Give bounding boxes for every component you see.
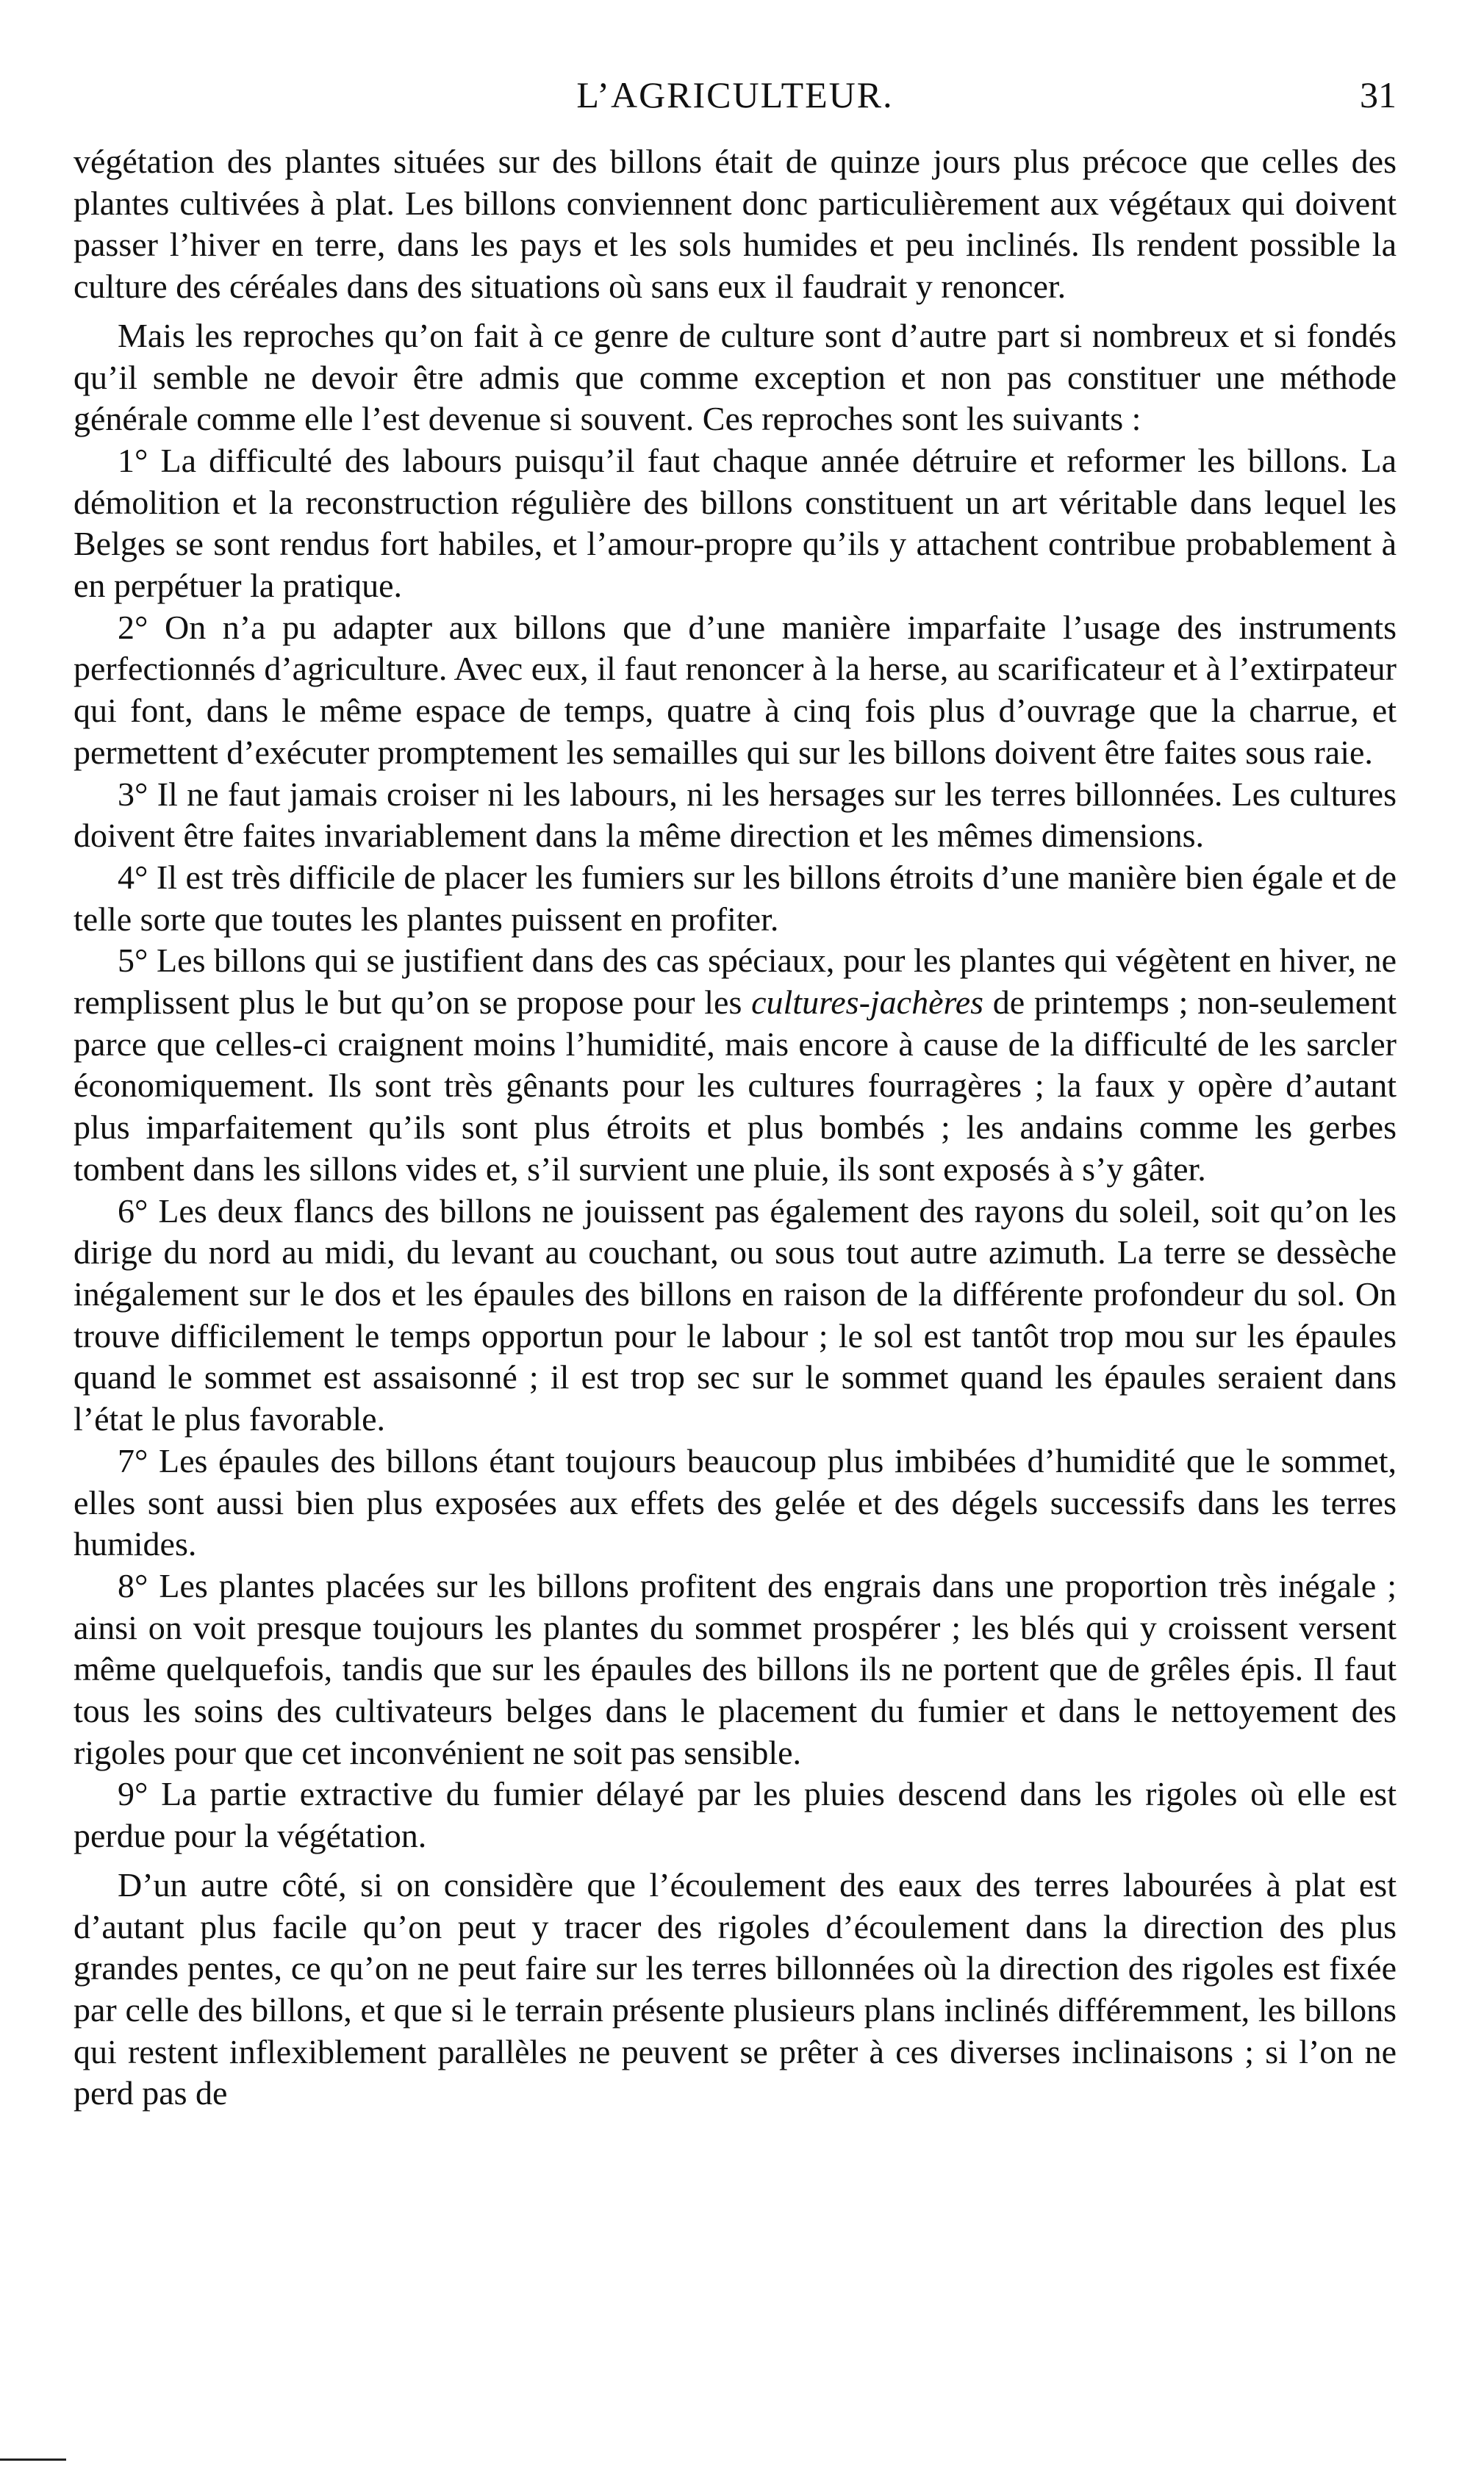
page-header xyxy=(74,73,1397,132)
page xyxy=(74,73,1397,2115)
paragraph: 1° La difficulté des labours puisqu’il faut chaque année détruire et reformer les billons. La démolition et la reconstruction régulière des billons constituent un art véritable dans lequel les Belges se sont rendus fort habiles, et l’amour-propre qu’ils y attachent contribue probablement à en perpétuer la pratique. xyxy=(74,441,1397,605)
paragraph: 8° Les plantes placées sur les billons profitent des engrais dans une proportion très inégale ; ainsi on voit presque toujours les plantes du sommet prospérer ; les blés qui y croissent versent même quelquefois, tandis que sur les épaules des billons ils ne portent que de grêles épis. Il faut tous les soins des cultivateurs belges dans le placement du fumier et dans le nettoyement des rigoles pour que cet inconvénient ne soit pas sensible. xyxy=(74,1566,1397,1771)
paragraph: 6° Les deux flancs des billons ne jouissent pas également des rayons du soleil, soit qu’on les dirige du nord au midi, du levant au couchant, ou sous tout autre azimuth. La terre se dessèche inégalement sur le dos et les épaules des billons en raison de la différente profondeur du sol. On trouve difficilement le temps opportun pour le labour ; le sol est tantôt trop mou sur les épaules quand le sommet est assaisonné ; il est trop sec sur le sommet quand les épaules seraient dans l’état le plus favorable. xyxy=(74,1191,1397,1438)
running-title: L’AGRICULTEUR. xyxy=(576,74,894,115)
paragraph: végétation des plantes situées sur des billons était de quinze jours plus précoce que celles des plantes cultivées à plat. Les billons conviennent donc particulièrement aux végétaux qui doivent passer l’hiver en terre, dans les pays et les sols humides et peu inclinés. Ils rendent possible la culture des céréales dans des situations où sans eux il faudrait y renoncer. xyxy=(74,143,1397,306)
footer-rule xyxy=(0,2459,66,2461)
paragraph: 2° On n’a pu adapter aux billons que d’une manière imparfaite l’usage des instruments perfectionnés d’agriculture. Avec eux, il faut renoncer à la herse, au scarificateur et à l’extirpateur qui font, dans le même espace de temps, quatre à cinq fois plus d’ouvrage que la charrue, et permettent d’exécuter promptement les semailles qui sur les billons doivent être faites sous raie. xyxy=(74,608,1397,771)
paragraph: D’un autre côté, si on considère que l’écoulement des eaux des terres labourées à plat est d’autant plus facile qu’on peut y tracer des rigoles d’écoulement dans la direction des plus grandes pentes, ce qu’on ne peut faire sur les terres billonnées où la direction des rigoles est fixée par celle des billons, et que si le terrain présente plusieurs plans inclinés différemment, les billons qui restent inflexiblement parallèles ne peuvent se prêter à ces diverses inclinaisons ; si l’on ne perd pas de xyxy=(74,1865,1397,2112)
page-number: 31 xyxy=(1360,74,1397,115)
paragraph: 7° Les épaules des billons étant toujours beaucoup plus imbibées d’humidité que le sommet, elles sont aussi bien plus exposées aux effets des gelée et des dégels successifs dans les terres humides. xyxy=(74,1441,1397,1563)
paragraph: 3° Il ne faut jamais croiser ni les labours, ni les hersages sur les terres billonnées. Les cultures doivent être faites invariablement dans la même direction et les mêmes dimensions. xyxy=(74,775,1397,855)
paragraph: 5° Les billons qui se justifient dans des cas spéciaux, pour les plantes qui végètent en hiver, ne remplissent plus le but qu’on se propose pour les cultures-jachères de printemps ; non-seulement parce que celles-ci craignent moins l’humidité, mais encore à cause de la difficulté de les sarcler économiquement. Ils sont très gênants pour les cultures fourragères ; la faux y opère d’autant plus imparfaitement qu’ils sont plus étroits et plus bombés ; les andains comme les gerbes tombent dans les sillons vides et, s’il survient une pluie, ils sont exposés à s’y gâter. xyxy=(74,942,1397,1188)
italic-term: cultures-jachères xyxy=(751,983,984,1022)
paragraph: 9° La partie extractive du fumier délayé par les pluies descend dans les rigoles où elle est perdue pour la végétation. xyxy=(74,1775,1397,1855)
paragraph: 4° Il est très difficile de placer les fumiers sur les billons étroits d’une manière bien égale et de telle sorte que toutes les plantes puissent en profiter. xyxy=(74,858,1397,938)
body-text xyxy=(74,141,1397,2115)
paragraph: Mais les reproches qu’on fait à ce genre de culture sont d’autre part si nombreux et si fondés qu’il semble ne devoir être admis que comme exception et non pas constituer une méthode générale comme elle l’est devenue si souvent. Ces reproches sont les suivants : xyxy=(74,316,1397,438)
